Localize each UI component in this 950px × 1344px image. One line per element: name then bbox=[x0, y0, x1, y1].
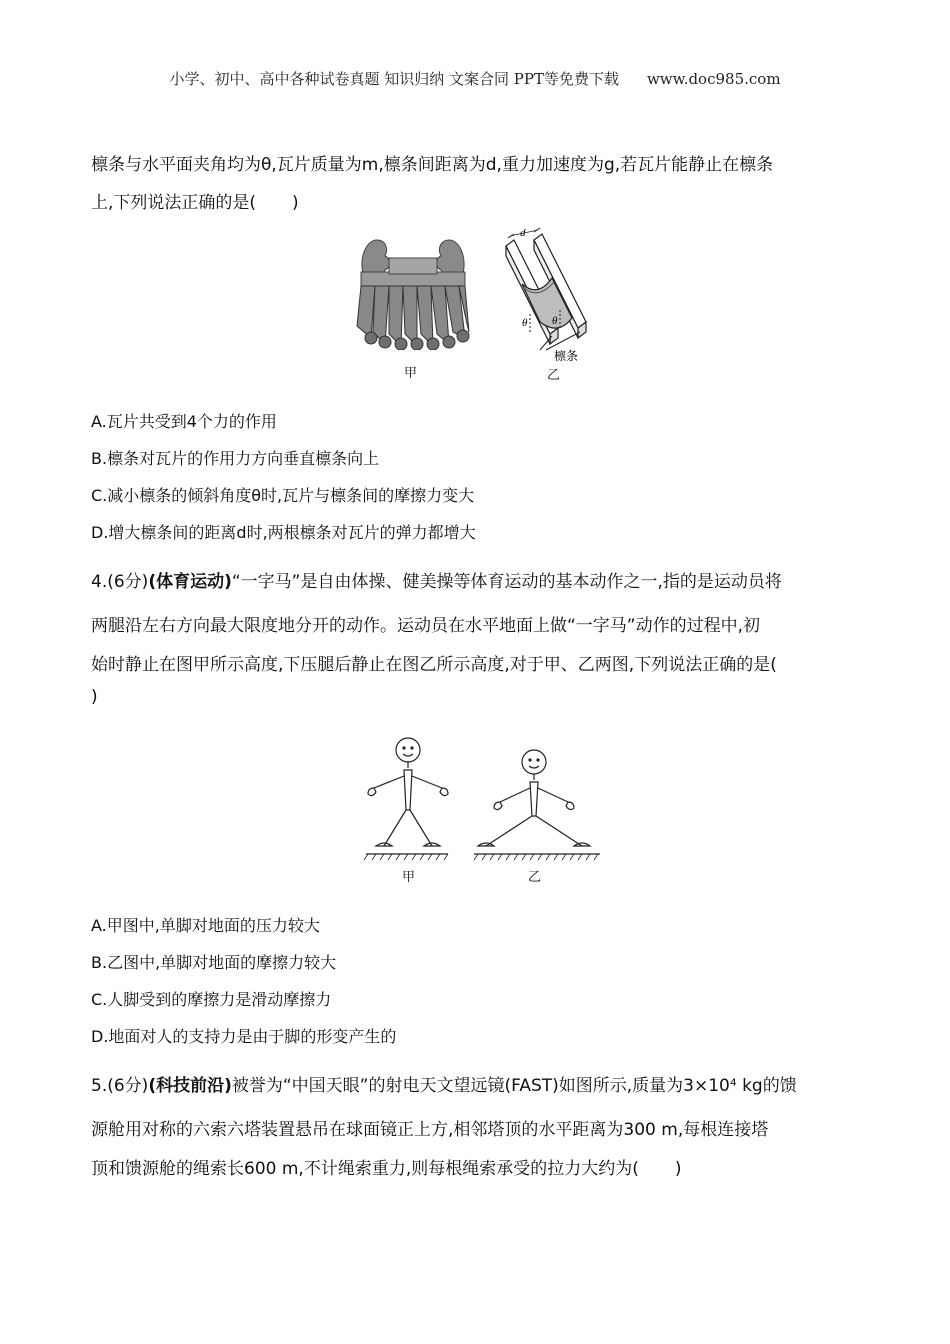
label-theta-left: θ bbox=[522, 317, 528, 329]
label-d: d bbox=[520, 227, 526, 239]
q3-option-c: C.减小檩条的倾斜角度θ时,瓦片与檩条间的摩擦力变大 bbox=[91, 486, 475, 505]
q4-option-a: A.甲图中,单脚对地面的压力较大 bbox=[91, 916, 320, 935]
q5-stem-line2: 源舱用对称的六索六塔装置悬吊在球面镜正上方,相邻塔顶的水平距离为300 m,每根连接塔 bbox=[91, 1120, 769, 1140]
stick-figure-yi bbox=[474, 750, 600, 860]
page-header bbox=[0, 68, 950, 89]
fig4-label-yi: 乙 bbox=[528, 870, 542, 885]
label-theta-right: θ bbox=[552, 315, 558, 327]
roof-ornament-left bbox=[362, 240, 390, 274]
q4-stem bbox=[91, 560, 861, 712]
fig3-label-jia: 甲 bbox=[404, 366, 418, 381]
fig3-label-yi: 乙 bbox=[547, 368, 561, 383]
q4-stem-line2: 两腿沿左右方向最大限度地分开的动作。运动员在水平地面上做“一字马”动作的过程中,初 bbox=[91, 616, 761, 636]
q5-stem-line1: 5.(6分)(科技前沿)被誉为“中国天眼”的射电天文望远镜(FAST)如图所示,质量为3×10⁴ kg的馈 bbox=[91, 1076, 797, 1096]
q4-stem-line3: 始时静止在图甲所示高度,下压腿后静止在图乙所示高度,对于甲、乙两图,下列说法正确的是( bbox=[91, 655, 777, 675]
header-text: 小学、初中、高中各种试卷真题 知识归纳 文案合同 PPT等免费下载 bbox=[169, 70, 619, 88]
q3-option-b: B.檩条对瓦片的作用力方向垂直檩条向上 bbox=[91, 449, 380, 468]
q3-option-d: D.增大檩条间的距离d时,两根檩条对瓦片的弹力都增大 bbox=[91, 523, 476, 542]
fig4-label-jia: 甲 bbox=[402, 870, 416, 885]
roof-ornament-right bbox=[437, 240, 465, 274]
q4-stem-line1: 4.(6分)(体育运动)“一字马”是自由体操、健美操等体育运动的基本动作之一,指的是运动员将 bbox=[91, 572, 782, 592]
q5-stem bbox=[91, 1064, 861, 1186]
q3-stem-line2: 上,下列说法正确的是( ) bbox=[91, 193, 299, 213]
header-site: www.doc985.com bbox=[646, 70, 781, 88]
q3-stem bbox=[91, 146, 861, 222]
roof-tiles-figure bbox=[355, 234, 471, 350]
q4-option-c: C.人脚受到的摩擦力是滑动摩擦力 bbox=[91, 990, 332, 1009]
q4-stem-line4: ) bbox=[91, 687, 98, 707]
stick-figure-jia bbox=[364, 738, 448, 860]
purlin-figure bbox=[500, 226, 610, 366]
stick-figures bbox=[362, 736, 608, 862]
q4-option-b: B.乙图中,单脚对地面的摩擦力较大 bbox=[91, 953, 337, 972]
q5-stem-line3: 顶和馈源舱的绳索长600 m,不计绳索重力,则每根绳索承受的拉力大约为( ) bbox=[91, 1159, 682, 1179]
q4-option-d: D.地面对人的支持力是由于脚的形变产生的 bbox=[91, 1027, 397, 1046]
label-linchao: 檩条 bbox=[554, 349, 579, 363]
q3-option-a: A.瓦片共受到4个力的作用 bbox=[91, 412, 277, 431]
q3-stem-line1: 檩条与水平面夹角均为θ,瓦片质量为m,檩条间距离为d,重力加速度为g,若瓦片能静止在檩条 bbox=[91, 155, 774, 175]
